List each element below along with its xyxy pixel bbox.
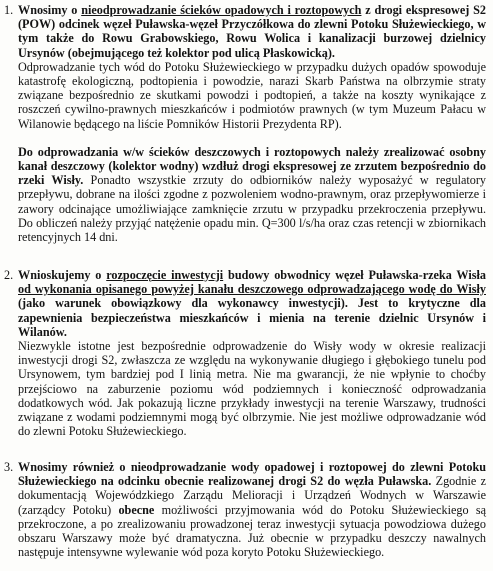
item-3-body [18, 460, 486, 559]
item-1-lead-rest: z drogi ekspresowej S2 (POW) odcinek węzeł Puławska-węzeł Przyczółkowa do zlewni Potoku Służewieckiego, w tym także do Rowu Grabowskiego, Rowu Wolica i kanalizacji burzowej dzielnicy Ursynów (obejmującego też kolektor pod ulicą Płaskowicką). [18, 3, 486, 60]
item-2-number: 2. [4, 268, 14, 282]
item-1-paragraph-2 [18, 145, 486, 244]
item-2-body [18, 268, 486, 438]
item-1 [4, 3, 486, 244]
item-2-lead-underlined-2: od wykonania opisanego powyżej kanału deszczowego odprowadzającego wodę do Wisły [18, 282, 486, 297]
item-1-paragraph-1: Odprowadzanie tych wód do Potoku Służewieckiego w przypadku dużych opadów spowoduje katastrofę ekologiczną, podtopienia i powodzie, narazi Skarb Państwa na olbrzymie straty związane bezpośrednio ze skutkami powodzi i podtopień, a także na koszty wynikające z roszczeń cywilno-prawnych mieszkańców i podmiotów prawnych (w tym Muzeum Pałacu w Wilanowie będącego na liście Pomników Historii Prezydenta RP). [18, 59, 486, 131]
item-1-lead [18, 3, 486, 60]
item-1-number: 1. [4, 3, 14, 17]
item-2-paragraph-1: Niezwykle istotne jest bezpośrednie odprowadzenie do Wisły wody w okresie realizacji inwestycji drogi S2, zwłaszcza ze względu na wykonywanie długiego i głębokiego tunelu pod Ursynowem, tym bardziej pod I linią metra. Nie ma gwarancji, że nie wpłynie to choćby przejściowo na zaburzenie poziomu wód podziemnych i konieczność odprowadzania dodatkowych wód. Jak pokazują liczne przykłady inwestycji na terenie Warszawy, trudności związane z wodami podziemnymi mogą być olbrzymie. Nie jest możliwe odprowadzanie wód do zlewni Potoku Służewieckiego. [18, 339, 486, 439]
item-2-lead [18, 268, 486, 339]
item-1-lead-bold: Wnosimy o [18, 3, 82, 17]
item-2 [4, 268, 486, 438]
item-3 [4, 460, 486, 559]
item-1-paragraph-2-rest: Ponadto wszystkie zrzuty do odbiorników należy wyposażyć w regulatory przepływu, dobrane na ilości zgodne z pozwoleniem wodno-prawnym, oraz przepływomierze i zawory odcinające umożliwiające zamknięcie zrzutu w przypadku przekroczenia przepływu. Do obliczeń należy przyjąć natężenie opadu min. Q=300 l/s/ha oraz czas retencji w zbiornikach retencyjnych 14 dni. [18, 173, 487, 245]
item-3-lead-rest: Zgodnie z dokumentacją Wojewódzkiego Zarządu Melioracji i Urządzeń Wodnych w Warszawie (zarządcy Potoku) [18, 474, 486, 517]
item-2-lead-bold: Wnioskujemy o [18, 268, 107, 282]
item-2-lead-rest: (jako warunek obowiązkowy dla wykonawcy inwestycji). Jest to krytyczne dla zapewnienia bezpieczeństwa mieszkańców i mienia na terenie dzielnic Ursynów i Wilanów. [18, 296, 486, 339]
item-1-paragraph-2-bold: Do odprowadzania w/w ścieków deszczowych i roztopowych należy zrealizować osobny kanał deszczowy (kolektor wodny) wzdłuż drogi ekspresowej ze zrzutem bezpośrednio do rzeki Wisły. [18, 144, 486, 188]
item-2-lead-underlined: rozpoczęcie inwestycji [106, 268, 224, 282]
item-3-lead-rest-2: możliwości przyjmowania wód do Potoku Służewieckiego są przekroczone, a po zrealizowaniu prowadzonej teraz inwestycji sytuacja powodziowa dużego obszaru Warszawy może być dramatyczna. Już obecnie w przypadku deszczy nawalnych następuje intensywne wylewanie wód poza koryto Potoku Służewieckiego. [18, 502, 487, 560]
item-1-lead-underlined: nieodprowadzanie ścieków opadowych i roztopowych [81, 3, 362, 17]
item-3-number: 3. [4, 460, 14, 474]
item-2-lead-mid: budowy obwodnicy węzeł Puławska-rzeka Wisła [223, 268, 486, 282]
item-1-body [18, 3, 486, 244]
item-3-lead-bold-2: obecne [118, 502, 155, 517]
item-3-lead-bold: Wnosimy również o nieodprowadzanie wody opadowej i roztopowej do zlewni Potoku Służewieckiego na odcinku obecnie realizowanej drogi S2 do węzła Puławska. [18, 460, 486, 489]
